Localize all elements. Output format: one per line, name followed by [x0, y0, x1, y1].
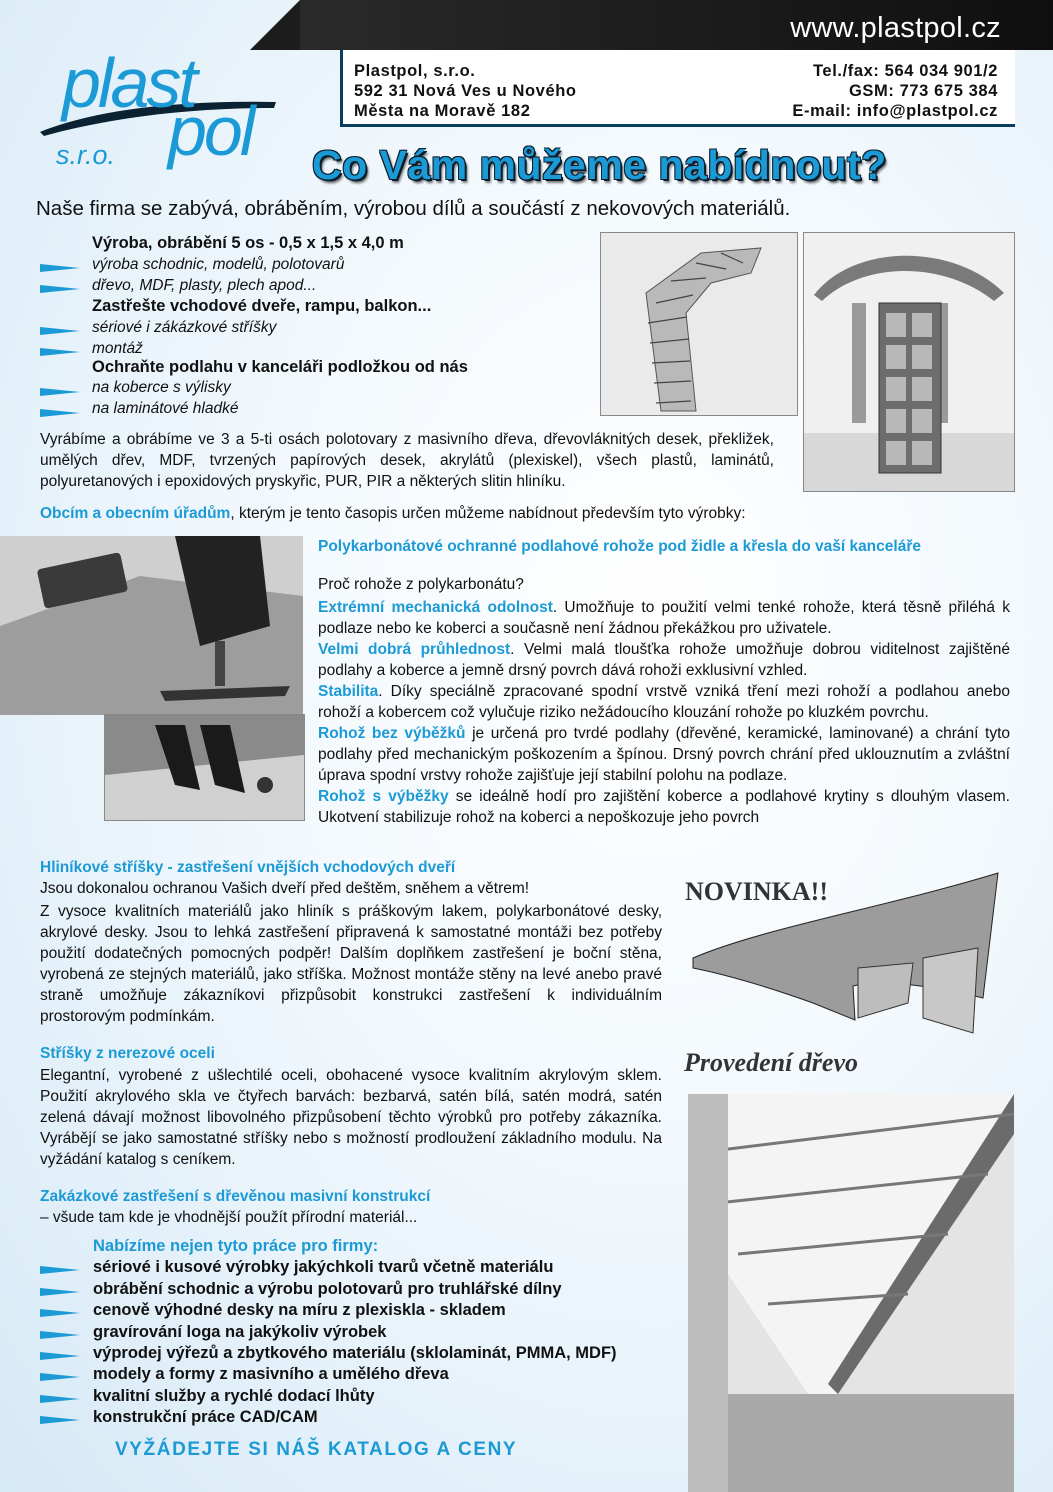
bullet-icon — [40, 409, 80, 417]
firm-item: konstrukční práce CAD/CAM — [93, 1408, 318, 1426]
bullet-icon — [40, 1352, 80, 1360]
wood-canopy-photo — [688, 1094, 1014, 1492]
firms-title: Nabízíme nejen tyto práce pro firmy: — [93, 1237, 379, 1255]
mats-p4 — [318, 723, 1010, 786]
mats-question: Proč rohože z polykarbonátu? — [318, 576, 524, 593]
mats-p3-text: . Díky speciálně zpracované spodní vrstvě vzniká tření mezi rohoží a podlahou anebo rohoží a kobercem což vylučuje riziko nežádoucího klouzání rohože po kluzkém povrchu. — [318, 683, 1010, 721]
machining-paragraph: Vyrábíme a obrábíme ve 3 a 5-ti osách polotovary z masivního dřeva, dřevovláknitých desek, překližek, umělých dřev, MDF, tvrzených papírových desek, akrylátů (plexiskel), všech plastů, laminátů, polyuretanových i epoxidových pryskyřic, PUR, PIR a některých slitin hliníku. — [40, 431, 774, 490]
phone-fax: Tel./fax: 564 034 901/2 — [812, 62, 998, 80]
bullet-icon — [40, 1331, 80, 1339]
gsm: GSM: 773 675 384 — [848, 82, 998, 100]
intro-text: Naše firma se zabývá, obráběním, výrobou dílů a součástí z nekovových materiálů. — [36, 197, 791, 220]
mats-p1-text: . Umožňuje to použití velmi tenké rohože, která těsně přiléhá k podlaze nebo ke koberci a současně není žádnou překážkou pro uživatele. — [318, 599, 1010, 637]
wood-title: Zakázkové zastřešení s dřevěnou masivní konstrukcí — [40, 1188, 431, 1205]
service-item: dřevo, MDF, plasty, plech apod... — [92, 277, 317, 294]
canopy-product-image — [683, 868, 1003, 1038]
firm-item: obrábění schodnic a výrobu polotovarů pro truhlářské dílny — [93, 1280, 562, 1298]
service-item: na laminátové hladké — [92, 400, 239, 417]
logo-pol: pol — [168, 92, 253, 170]
logo-plast: plast — [62, 44, 195, 122]
email[interactable]: E-mail: info@plastpol.cz — [792, 102, 998, 120]
company-name: Plastpol, s.r.o. — [354, 62, 476, 80]
firm-item: kvalitní služby a rychlé dodací lhůty — [93, 1387, 375, 1405]
bullet-icon — [40, 1416, 80, 1424]
mats-p2 — [318, 639, 1010, 681]
website-link[interactable]: www.plastpol.cz — [790, 12, 1001, 44]
mats-p1 — [318, 597, 1010, 639]
mat-shoes-photo — [104, 714, 305, 821]
bullet-icon — [40, 285, 80, 293]
bullet-icon — [40, 388, 80, 396]
wood-caption: Provedení dřevo — [684, 1048, 859, 1077]
firm-item: výprodej výřezů a zbytkového materiálu (sklolaminát, PMMA, MDF) — [93, 1344, 617, 1362]
aluminium-line: Jsou dokonalou ochranou Vašich dveří před deštěm, sněhem a větrem! — [40, 880, 530, 897]
catalog-cta: VYŽÁDEJTE SI NÁŠ KATALOG A CENY — [115, 1439, 518, 1460]
wood-text: – všude tam kde je vhodnější použít přírodní materiál... — [40, 1209, 418, 1226]
service-heading: Zastřešte vchodové dveře, rampu, balkon... — [92, 297, 432, 315]
address-line-2: Města na Moravě 182 — [354, 102, 531, 120]
bullet-icon — [40, 1373, 80, 1381]
mats-p5-lead: Rohož s výběžky — [318, 788, 449, 805]
logo-sro: s.r.o. — [56, 140, 116, 170]
mats-p1-lead: Extrémní mechanická odolnost — [318, 599, 553, 616]
mats-paragraphs — [318, 597, 1010, 828]
steel-title: Stříšky z nerezové oceli — [40, 1045, 215, 1062]
mats-p4-lead: Rohož bez výběžků — [318, 725, 466, 742]
mats-p3-lead: Stabilita — [318, 683, 379, 700]
mats-p5 — [318, 786, 1010, 828]
firm-item: gravírování loga na jakýkoliv výrobek — [93, 1323, 387, 1341]
firm-item: cenově výhodné desky na míru z plexiskla - skladem — [93, 1301, 506, 1319]
mats-p4-text: je určená pro tvrdé podlahy (dřevěné, keramické, laminované) a chrání tyto podlahy před mechanickým poškozením a špínou. Drsný povrch chrání před uklouznutím a zvláštní úprava spodní vrstvy rohože zajišťuje její stabilní polohu na podlaze. — [318, 725, 1011, 784]
page-title: Co Vám můžeme nabídnout? — [312, 142, 887, 188]
bullet-icon — [40, 348, 80, 356]
contact-info — [792, 61, 998, 121]
offices-rest: , kterým je tento časopis určen můžeme nabídnout především tyto výrobky: — [230, 505, 746, 522]
service-heading: Ochraňte podlahu v kanceláři podložkou od nás — [92, 358, 468, 376]
bullet-icon — [40, 1309, 80, 1317]
bullet-icon — [40, 1266, 80, 1274]
mats-p2-lead: Velmi dobrá průhlednost — [318, 641, 511, 658]
service-item: výroba schodnic, modelů, polotovarů — [92, 256, 345, 273]
mats-p5-text: se ideálně hodí pro zajištění koberce a podlahové krytiny s dlouhým vlasem. Ukotvení stabilizuje rohož na koberci a nepoškozuje jeho povrch — [318, 788, 1010, 826]
bullet-icon — [40, 1395, 80, 1403]
novinka-caption: NOVINKA!! — [685, 877, 828, 906]
company-address — [354, 61, 577, 121]
offices-line — [40, 505, 746, 523]
top-banner — [300, 0, 1053, 50]
aluminium-text: Z vysoce kvalitních materiálů jako hliník s práškovým lakem, polykarbonátové desky, akrylové desky. Jsou to lehká zastřešení připravená k samostatné montáži bez potřeby použití dodatečných pomocných podpěr! Dalším doplňkem zastřešení je boční stěna, vyrobená ze stejných materiálů, jako stříška. Možnost montáže stěny na levé anebo pravé straně umožňuje zákazníkovi přizpůsobit konstrukci zastřešení k individuálním prostorovým podmínkám. — [40, 903, 662, 1025]
bullet-icon — [40, 1288, 80, 1296]
offices-lead: Obcím a obecním úřadům — [40, 505, 231, 522]
bullet-icon — [40, 327, 80, 335]
address-line-1: 592 31 Nová Ves u Nového — [354, 82, 577, 100]
firm-item: modely a formy z masivního a umělého dřeva — [93, 1365, 449, 1383]
service-item: sériové i zákázkové stříšky — [92, 319, 277, 336]
office-chair-photo — [0, 536, 303, 715]
service-item: montáž — [92, 340, 143, 357]
steel-text: Elegantní, vyrobené z ušlechtilé oceli, obohacené vysoce kvalitním akrylovým sklem. Použití akrylového skla ve čtyřech barvách: bezbarvá, satén bílá, satén modrá, satén zelená dávají možnost libovolného přizpůsobení těchto výrobků pro potřeby zákazníka. Vyrábějí se jako samostatné stříšky nebo s možností prodloužení základního modulu. Na vyžádání katalog s ceníkem. — [40, 1067, 662, 1168]
door-canopy-photo — [803, 232, 1015, 492]
service-heading: Výroba, obrábění 5 os - 0,5 x 1,5 x 4,0 m — [92, 234, 404, 252]
firm-item: sériové i kusové výrobky jakýchkoli tvarů včetně materiálu — [93, 1258, 554, 1276]
mats-title: Polykarbonátové ochranné podlahové rohože pod židle a křesla do vaší kanceláře — [318, 538, 921, 555]
stairs-photo — [600, 232, 798, 416]
aluminium-title: Hliníkové stříšky - zastřešení vnějších vchodových dveří — [40, 859, 456, 876]
mats-p2-text: . Velmi malá tloušťka rohože umožňuje dobrou viditelnost zajištěné podlahy a koberce a jemně drsný povrch dává rohoži exklusivní vzhled. — [318, 641, 1010, 679]
service-item: na koberce s výlisky — [92, 379, 231, 396]
bullet-icon — [40, 264, 80, 272]
mats-p3 — [318, 681, 1010, 723]
